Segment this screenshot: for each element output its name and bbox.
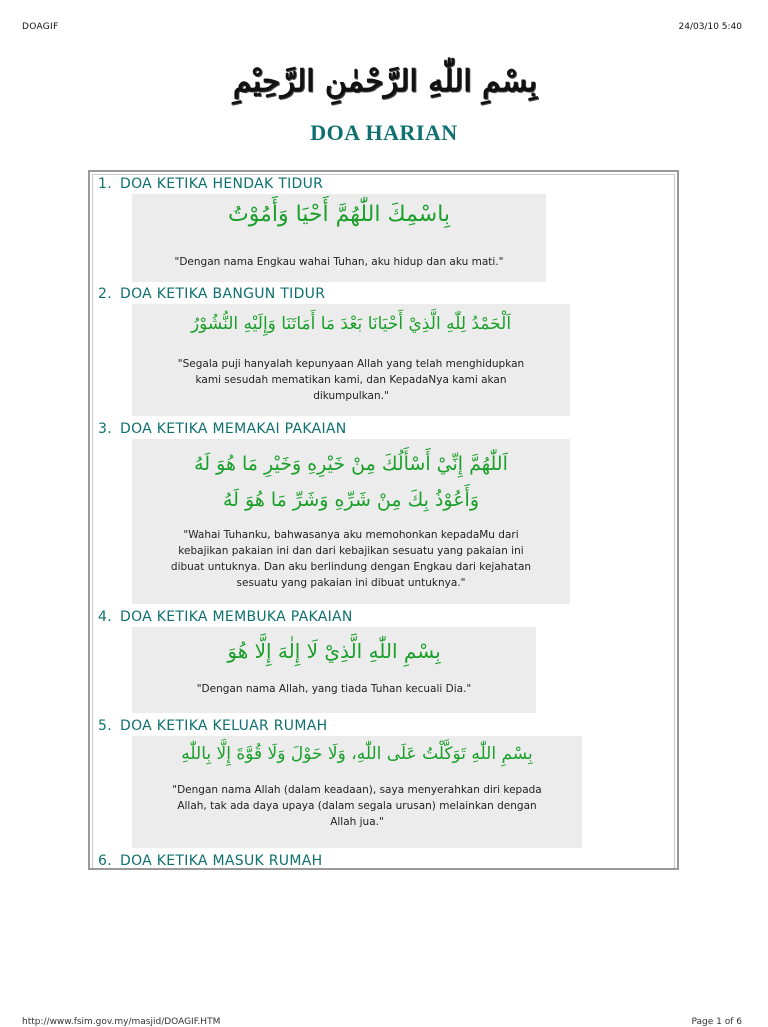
- doa-card-3: [132, 439, 570, 604]
- doa-item-number: 4.: [98, 609, 112, 625]
- arabic-text: بِاسْمِكَ اللّٰهُمَّ أَحْيَا وَأَمُوْتُ: [227, 202, 451, 227]
- translation-line: sesuatu yang pakaian ini dibuat untuknya.": [236, 577, 466, 589]
- doa-item-title-4: [90, 609, 353, 625]
- doa-item-title-6: [90, 853, 322, 869]
- doa-item-heading: DOA KETIKA HENDAK TIDUR: [120, 176, 324, 192]
- footer-url: http://www.fsim.gov.my/masjid/DOAGIF.HTM: [22, 1017, 221, 1027]
- translation-line: dibuat untuknya. Dan aku berlindung dengan Engkau dari kejahatan: [170, 561, 532, 573]
- doa-card-5: [132, 736, 582, 848]
- page-title: DOA HARIAN: [310, 120, 458, 145]
- doa-item-number: 5.: [98, 718, 112, 734]
- doa-item-number: 1.: [98, 176, 112, 192]
- header-doc-name: DOAGIF: [22, 22, 59, 32]
- arabic-text: وَأَعُوْذُ بِكَ مِنْ شَرِّهِ وَشَرِّ مَا هُوَ لَهُ: [223, 489, 479, 511]
- header-datetime: 24/03/10 5:40: [678, 22, 742, 32]
- doa-item-title-3: [90, 421, 347, 437]
- footer-page-number: Page 1 of 6: [691, 1017, 742, 1027]
- translation-line: "Dengan nama Allah, yang tiada Tuhan kecuali Dia.": [196, 683, 472, 695]
- doa-item-number: 2.: [98, 286, 112, 302]
- doa-item-heading: DOA KETIKA KELUAR RUMAH: [120, 718, 328, 734]
- doa-item-heading: DOA KETIKA MEMAKAI PAKAIAN: [120, 421, 347, 437]
- arabic-text: اَللّٰهُمَّ إِنِّيْ أَسْأَلُكَ مِنْ خَيْرِهِ وَخَيْرِ مَا هُوَ لَهُ: [194, 453, 508, 475]
- doa-card-2: [132, 304, 570, 416]
- doa-item-title-2: [90, 286, 325, 302]
- doa-card-1: [132, 194, 546, 282]
- translation-line: kebajikan pakaian ini dan dari kebajikan sesuatu yang pakaian ini: [178, 545, 524, 557]
- translation-line: "Dengan nama Allah (dalam keadaan), saya menyerahkan diri kepada: [172, 784, 542, 796]
- doa-card-4: [132, 627, 536, 713]
- translation-line: "Wahai Tuhanku, bahwasanya aku memohonkan kepadaMu dari: [183, 529, 519, 541]
- doa-item-heading: DOA KETIKA BANGUN TIDUR: [120, 286, 326, 302]
- doa-item-title-1: [90, 176, 323, 192]
- translation-line: Allah jua.": [330, 816, 384, 828]
- translation-line: kami sesudah mematikan kami, dan KepadaNya kami akan: [195, 374, 507, 386]
- translation-line: "Dengan nama Engkau wahai Tuhan, aku hidup dan aku mati.": [174, 256, 504, 268]
- bismillah-calligraphy: بِسْمِ اللّٰهِ الرَّحْمٰنِ الرَّحِيْمِ: [232, 64, 538, 99]
- doa-item-title-5: [90, 718, 327, 734]
- doa-item-heading: DOA KETIKA MEMBUKA PAKAIAN: [120, 609, 353, 625]
- doa-item-number: 6.: [98, 853, 112, 869]
- translation-line: "Segala puji hanyalah kepunyaan Allah yang telah menghidupkan: [177, 358, 525, 370]
- translation-line: dikumpulkan.": [313, 390, 389, 402]
- arabic-text: بِسْمِ اللّٰهِ تَوَكَّلْتُ عَلَى اللّٰهِ، وَلَا حَوْلَ وَلَا قُوَّةَ إِلَّا بِاللّٰهِ: [181, 744, 533, 764]
- doa-item-number: 3.: [98, 421, 112, 437]
- translation-line: Allah, tak ada daya upaya (dalam segala urusan) melainkan dengan: [177, 800, 537, 812]
- arabic-text: بِسْمِ اللّٰهِ الَّذِيْ لَا إِلٰهَ إِلَّا هُوَ: [227, 639, 441, 663]
- arabic-text: اَلْحَمْدُ لِلّٰهِ الَّذِيْ أَحْيَانَا بَعْدَ مَا أَمَاتَنَا وَإِلَيْهِ النُّشُوْرُ: [190, 314, 512, 334]
- doa-item-heading: DOA KETIKA MASUK RUMAH: [120, 853, 323, 869]
- doa-list-frame: [88, 170, 679, 870]
